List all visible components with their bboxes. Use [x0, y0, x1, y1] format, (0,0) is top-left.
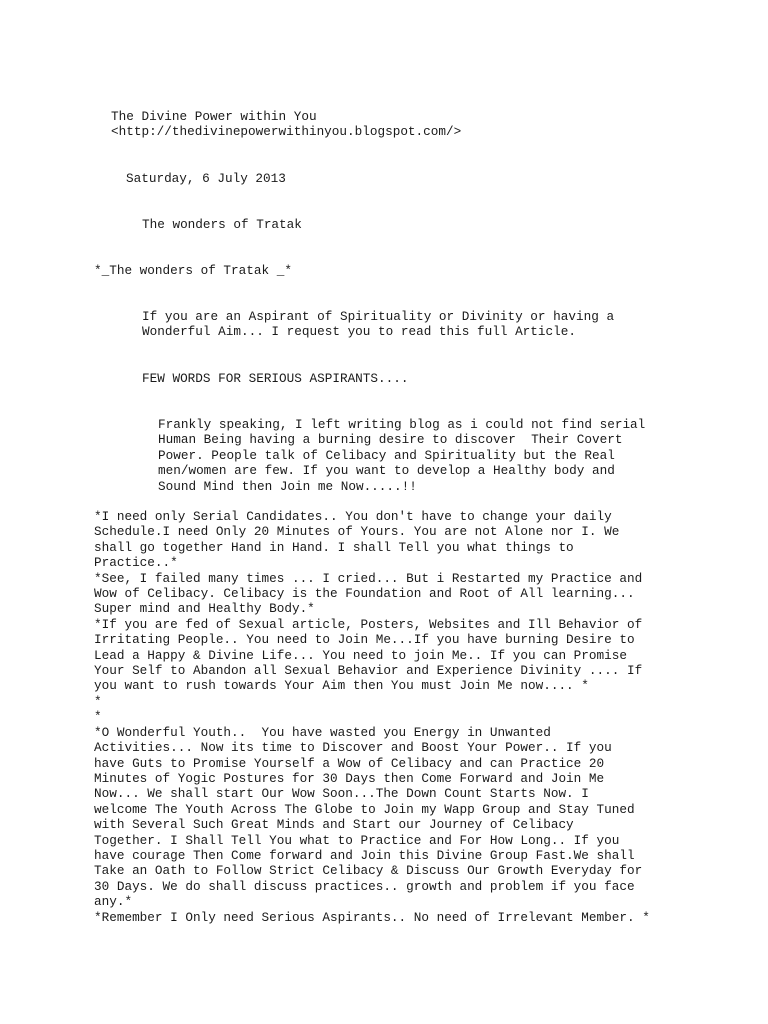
section-heading: FEW WORDS FOR SERIOUS ASPIRANTS....	[142, 371, 409, 386]
post-intro: If you are an Aspirant of Spirituality or Divinity or having a Wonderful Aim... I request you to read this full Article.	[142, 309, 615, 340]
post-title[interactable]: The wonders of Tratak	[142, 217, 302, 232]
post-quote: Frankly speaking, I left writing blog as i could not find serial Human Being having a burning desire to discover Their Covert Power. People talk of Celibacy and Spirituality but the Real men/women are few. If you want to develop a Healthy body and Sound Mind then Join me Now.....!!	[158, 417, 646, 494]
blog-title: The Divine Power within You	[111, 109, 317, 124]
blog-url-link[interactable]: <http://thedivinepowerwithinyou.blogspot.com/>	[111, 124, 462, 139]
post-heading: *_The wonders of Tratak _*	[94, 263, 292, 278]
post-body: *I need only Serial Candidates.. You don't have to change your daily Schedule.I need Only 20 Minutes of Yours. You are not Alone nor I. We shall go together Hand in Hand. I shall Tell you what things to Practice..* *See, I failed many times ... I cried... But i Restarted my Practice and Wow of Celibacy. Celibacy is the Foundation and Root of All learning... Super mind and Healthy Body.* *If you are fed of Sexual article, Posters, Websites and Ill Behavior of Irritating People.. You need to Join Me...If you have burning Desire to Lead a Happy & Divine Life... You need to join Me.. If you can Promise Your Self to Abandon all Sexual Behavior and Experience Divinity .... If you want to rush towards Your Aim then You must Join Me now.... * * * *O Wonderful Youth.. You have wasted you Energy in Unwanted Activities... Now its time to Discover and Boost Your Power.. If you have Guts to Promise Yourself a Wow of Celibacy and can Practice 20 Minutes of Yogic Postures for 30 Days then Come Forward and Join Me Now... We shall start Our Wow Soon...The Down Count Starts Now. I welcome The Youth Across The Globe to Join my Wapp Group and Stay Tuned with Several Such Great Minds and Start our Journey of Celibacy Together. I Shall Tell You what to Practice and For How Long.. If you have courage Then Come forward and Join this Divine Group Fast.We shall Take an Oath to Follow Strict Celibacy & Discuss Our Growth Everyday for 30 Days. We do shall discuss practices.. growth and problem if you face any.* *Remember I Only need Serious Aspirants.. No need of Irrelevant Member. *	[94, 509, 650, 925]
post-date: Saturday, 6 July 2013	[126, 171, 286, 186]
